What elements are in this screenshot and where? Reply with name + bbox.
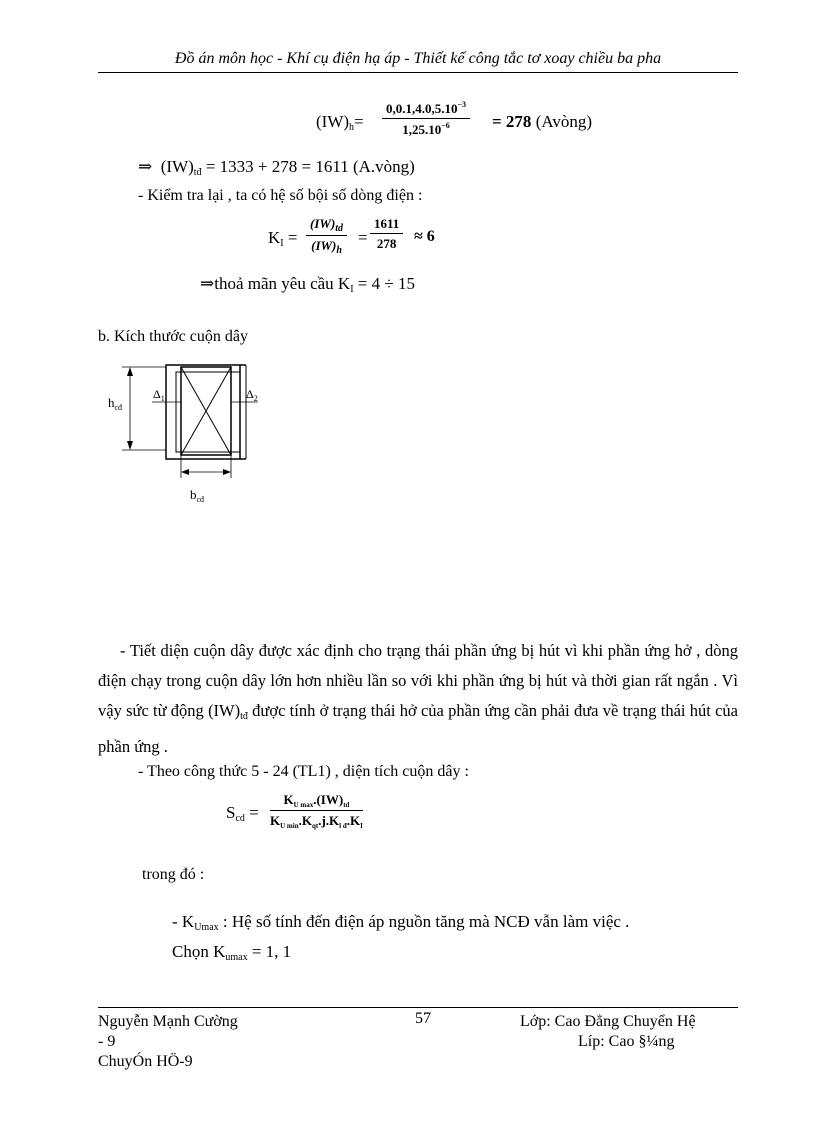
diagram-b-label: $b_{cđ}$ bbox=[190, 487, 205, 504]
eq-iw-h-fraction bbox=[382, 100, 470, 138]
eq-scd-numerator: $K_{U max}.(IW)_{td}$ bbox=[270, 792, 363, 811]
eq-iw-h-denominator: $1,25.10^{-6}$ bbox=[402, 121, 450, 137]
eq-iw-h-numerator: $0,0.1,4.0,5.10^{-3}$ bbox=[382, 100, 470, 119]
eq-ki-fraction-2: $\frac{1611}{278}$ bbox=[370, 216, 403, 252]
footer-class: Lớp: Cao Đẳng Chuyển Hệ Líp: Cao §¼ng bbox=[520, 1013, 696, 1050]
diagram-delta2-label: $\Delta_2$ bbox=[246, 387, 258, 403]
footer-page-number: 57 bbox=[415, 1010, 431, 1027]
eq-scd-fraction bbox=[270, 792, 363, 830]
eq-ki-lhs: $K_I$ = bbox=[268, 228, 298, 249]
bullet-kumax: - $K_{Umax}$ : Hệ số tính đến điện áp nguồn tăng mà NCĐ vẫn làm việc . bbox=[172, 912, 630, 933]
section-b-heading: b. Kích thước cuộn dây bbox=[98, 328, 248, 345]
eq-iw-h-lhs: $(IW)_h=$ bbox=[316, 112, 364, 133]
diagram-h-label: $h_{cđ}$ bbox=[108, 395, 123, 412]
page-header-title: Đồ án môn học - Khí cụ điện hạ áp - Thiết kế công tắc tơ xoay chiều ba pha bbox=[174, 50, 662, 67]
satisfy-line: ⇒thoả mãn yêu cầu $K_I = 4 \div 15$ bbox=[200, 274, 415, 295]
check-line: - Kiểm tra lại , ta có hệ số bội số dòng điện : bbox=[138, 187, 423, 204]
formula-reference: - Theo công thức 5 - 24 (TL1) , diện tích cuộn dây : bbox=[138, 763, 469, 780]
paragraph-cross-section: - Tiết diện cuộn dây được xác định cho trạng thái phần ứng bị hút vì khi phần ứng hở , dòng điện chạy trong cuộn dây lớn hơn nhiều lần so với khi phần ứng bị hút và thời gian rất ngắn . Vì vậy sức từ động $(IW)_{tđ}$ được tính ở trạng thái hở của phần ứng cần phải đưa về trạng thái hút của phần ứng . bbox=[98, 641, 738, 756]
choose-kumax: Chọn $K_{umax} = 1$, 1 bbox=[172, 942, 292, 963]
header-rule bbox=[98, 72, 738, 73]
eq-iw-h-result: = 278 (Avòng) bbox=[492, 112, 593, 131]
where-label: trong đó : bbox=[142, 866, 205, 883]
eq-scd-denominator: $K_{U min}.K_{qt}.j.K_{l đ}.K_I$ bbox=[270, 813, 363, 830]
eq-ki-eq2: = bbox=[358, 228, 368, 247]
coil-dimension-diagram bbox=[100, 352, 260, 502]
eq-ki-approx: ≈ 6 bbox=[414, 228, 435, 245]
footer-rule bbox=[98, 1007, 738, 1008]
diagram-delta1-label: $\Delta_1$ bbox=[153, 387, 165, 403]
eq-scd-lhs: $S_{cd}$ = bbox=[226, 803, 259, 824]
eq-ki-fraction-1: $\frac{(IW)_{td}}{(IW)_h}$ bbox=[306, 216, 347, 256]
eq-iw-td: ⇒ $(IW)_{tđ} = 1333 + 278 = 1611$ (A.vòng) bbox=[138, 157, 415, 178]
footer-author: Nguyễn Mạnh Cường - 9 ChuyÓn HÖ-9 bbox=[98, 1013, 238, 1070]
